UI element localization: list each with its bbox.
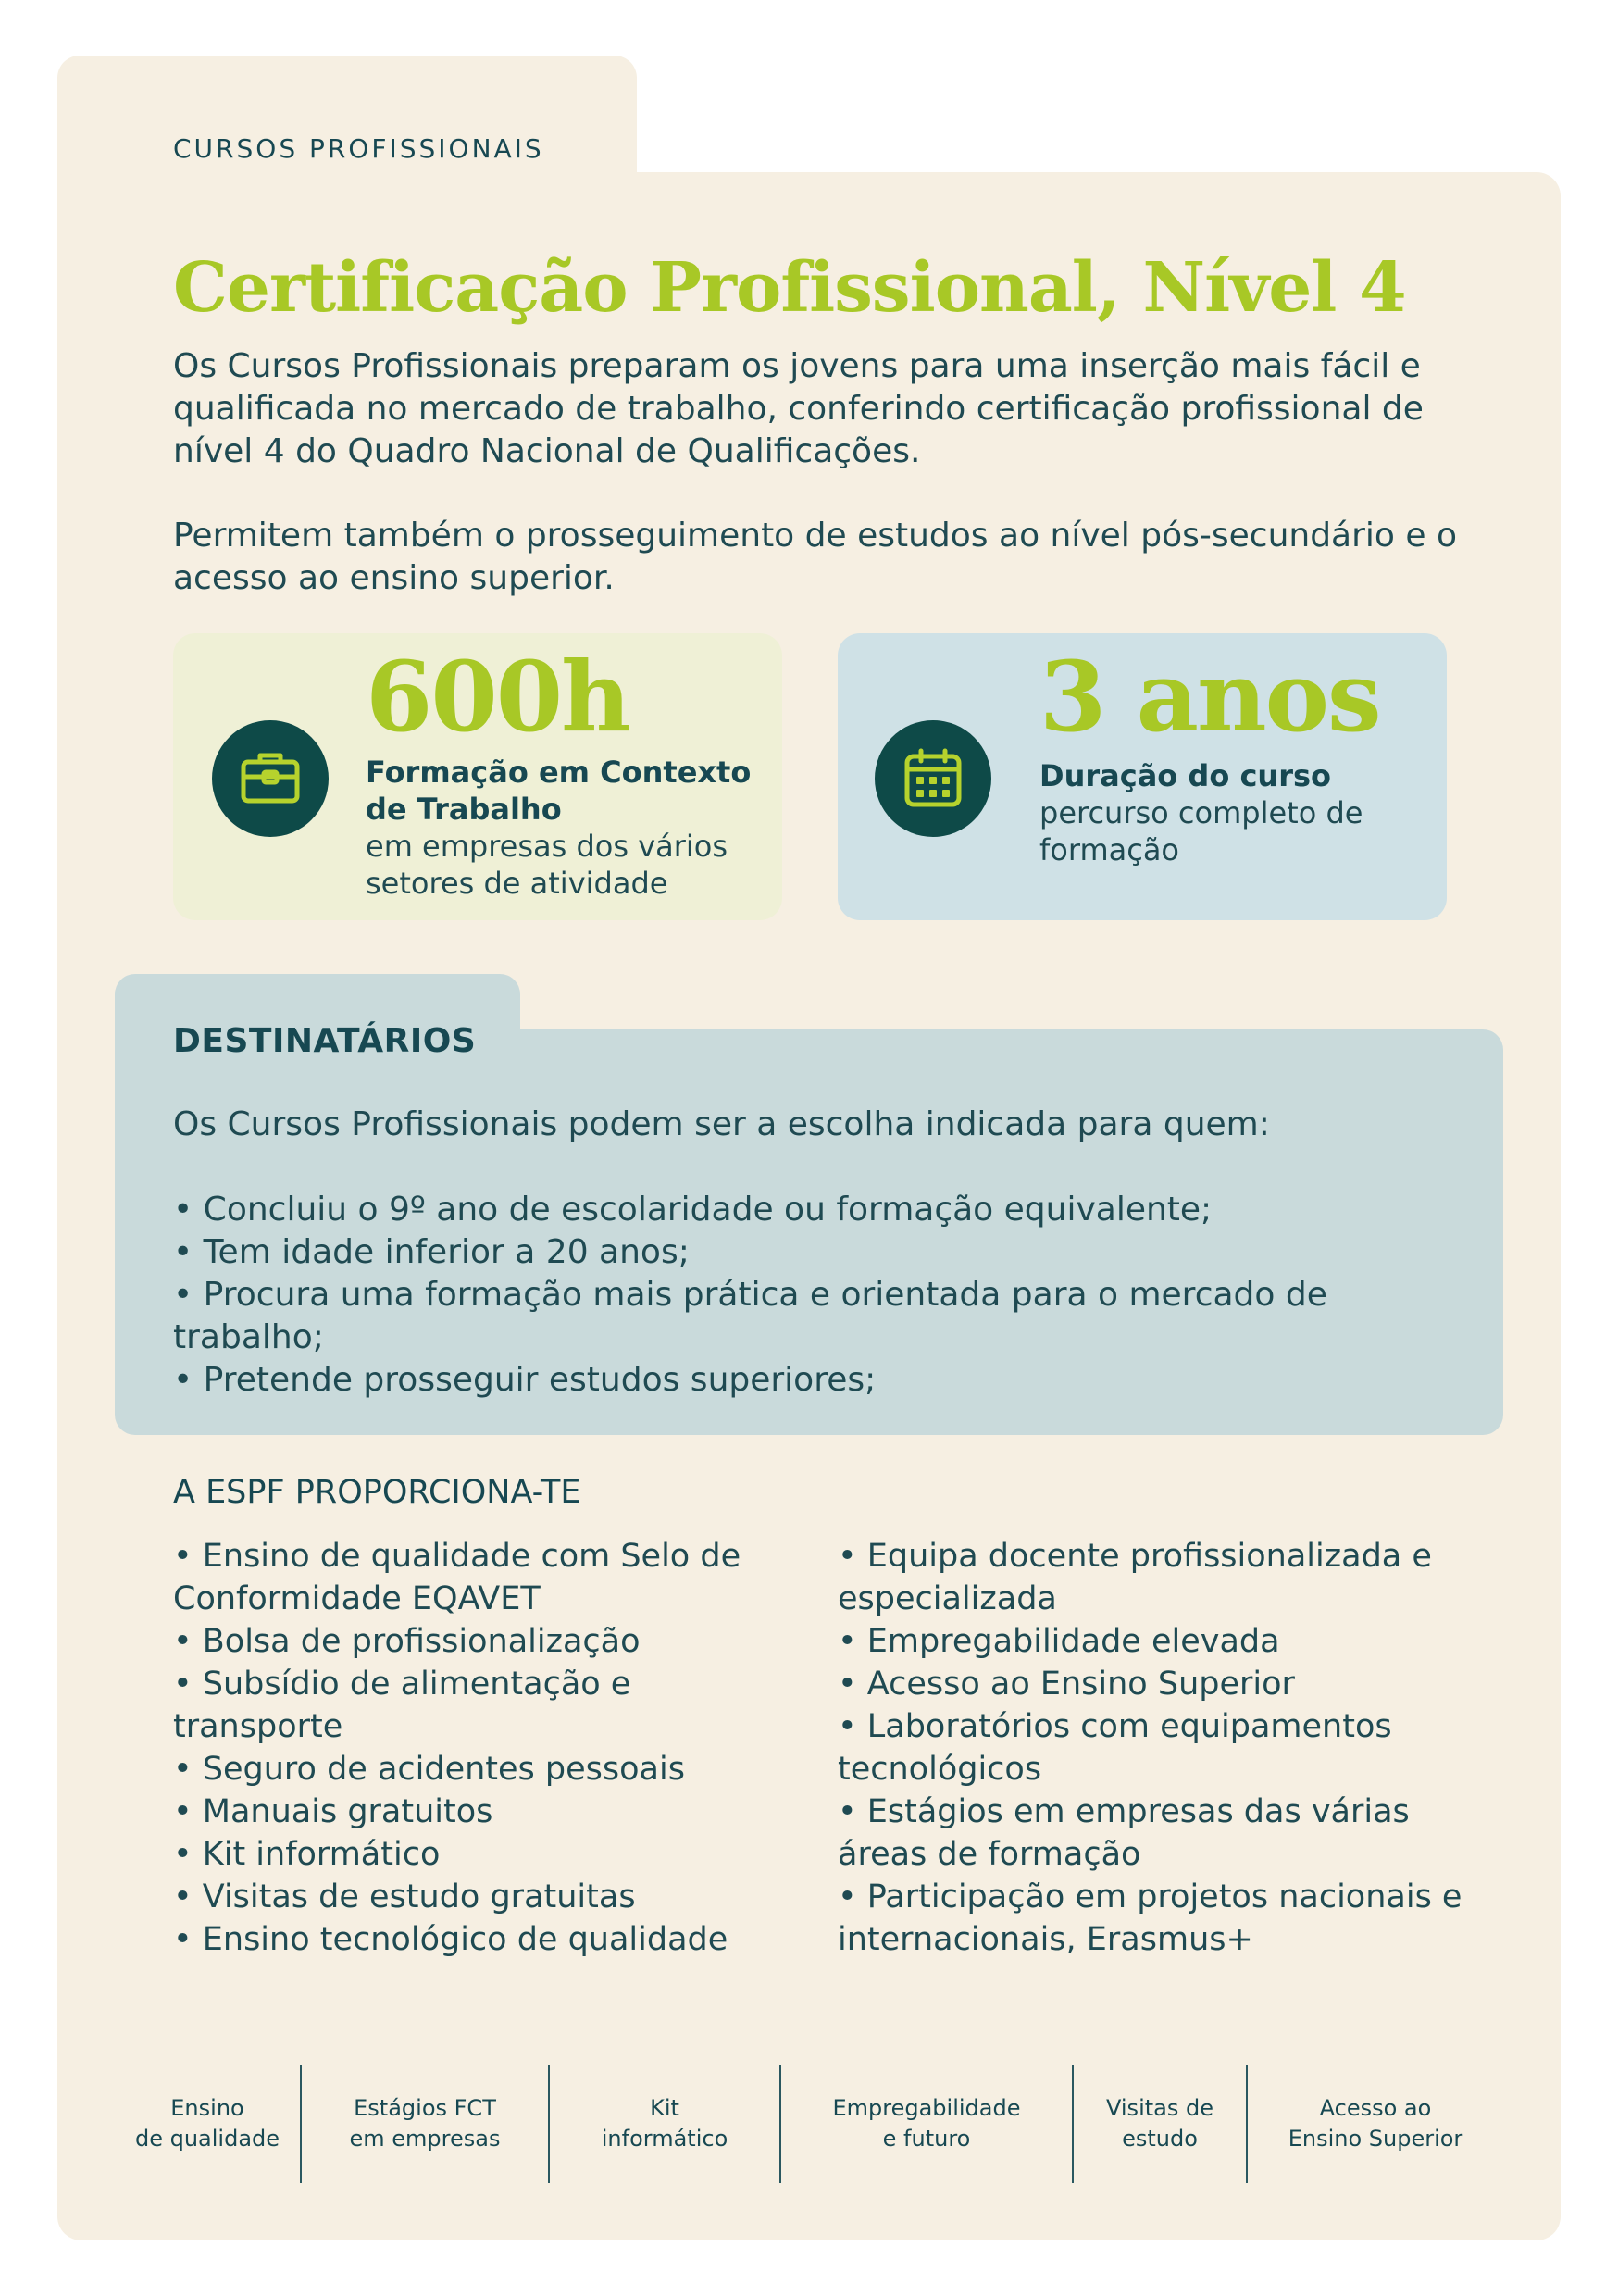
footer-highlights [115,2065,1503,2183]
list-item: • Equipa docente profissionalizada e especializada [838,1538,1432,1617]
footer-item-line: em empresas [349,2126,501,2152]
footer-item-line: Empregabilidade [832,2095,1021,2121]
footer-item [781,2065,1072,2183]
section-eyebrow: CURSOS PROFISSIONAIS [173,133,544,164]
destinatarios-list [173,1189,1376,1402]
briefcase-icon [212,720,329,837]
footer-item [302,2065,548,2183]
list-item: • Pretende prosseguir estudos superiores; [173,1361,877,1399]
stat-value: 3 anos [1039,640,1380,754]
destinatarios-intro: Os Cursos Profissionais podem ser a escolha indicada para quem: [173,1105,1270,1143]
stat-card-training-hours [173,633,782,920]
list-item: • Ensino tecnológico de qualidade [173,1921,728,1958]
calendar-icon [875,720,991,837]
list-item: • Kit informático [173,1836,441,1873]
stat-label: Duração do curso [1039,758,1331,793]
list-item: • Procura uma formação mais prática e orientada para o mercado de trabalho; [173,1276,1327,1356]
intro-paragraph-2: Permitem também o prosseguimento de estudos ao nível pós-secundário e o acesso ao ensino superior. [173,517,1458,597]
footer-item [550,2065,779,2183]
list-item: • Manuais gratuitos [173,1793,493,1830]
list-item: • Tem idade inferior a 20 anos; [173,1233,690,1271]
list-item: • Empregabilidade elevada [838,1623,1280,1660]
stat-description: percurso completo de formação [1039,795,1363,867]
footer-item-line: Acesso ao [1319,2095,1432,2121]
list-item: • Acesso ao Ensino Superior [838,1666,1295,1703]
list-item: • Estágios em empresas das várias áreas de formação [838,1793,1410,1873]
stat-label: Formação em Contexto de Trabalho [366,755,752,827]
footer-item-line: estudo [1122,2126,1198,2152]
stat-value: 600h [366,640,629,754]
list-item: • Bolsa de profissionalização [173,1623,641,1660]
list-item: • Ensino de qualidade com Selo de Conformidade EQAVET [173,1538,741,1617]
footer-item-line: de qualidade [134,2126,280,2152]
intro-paragraph-1: Os Cursos Profissionais preparam os jovens para uma inserção mais fácil e qualificada no mercado de trabalho, conferindo certificação profissional de nível 4 do Quadro Nacional de Qualificações. [173,347,1424,470]
list-item: • Seguro de acidentes pessoais [173,1751,685,1788]
list-item: • Visitas de estudo gratuitas [173,1878,636,1915]
footer-item [1074,2065,1246,2183]
footer-item-line: Estágios FCT [354,2095,496,2121]
proporciona-title: A ESPF PROPORCIONA-TE [173,1474,581,1511]
list-item: • Laboratórios com equipamentos tecnológicos [838,1708,1392,1788]
footer-item-line: e futuro [882,2126,971,2152]
stat-card-course-duration [838,633,1447,920]
destinatarios-title: DESTINATÁRIOS [173,1022,477,1060]
list-item: • Concluiu o 9º ano de escolaridade ou formação equivalente; [173,1191,1213,1229]
footer-item-line: Visitas de [1106,2095,1214,2121]
footer-item-line: informático [601,2126,728,2152]
list-item: • Participação em projetos nacionais e internacionais, Erasmus+ [838,1878,1462,1958]
footer-item [1248,2065,1503,2183]
benefits-list-right [838,1535,1476,1961]
footer-item-line: Ensino Superior [1288,2126,1463,2152]
stat-description: em empresas dos vários setores de atividade [366,829,728,901]
footer-item [115,2065,300,2183]
page-title: Certificação Profissional, Nível 4 [173,248,1406,328]
footer-item-line: Ensino [170,2095,244,2121]
list-item: • Subsídio de alimentação e transporte [173,1666,631,1745]
benefits-list-left [173,1535,765,1961]
footer-item-line: Kit [650,2095,679,2121]
